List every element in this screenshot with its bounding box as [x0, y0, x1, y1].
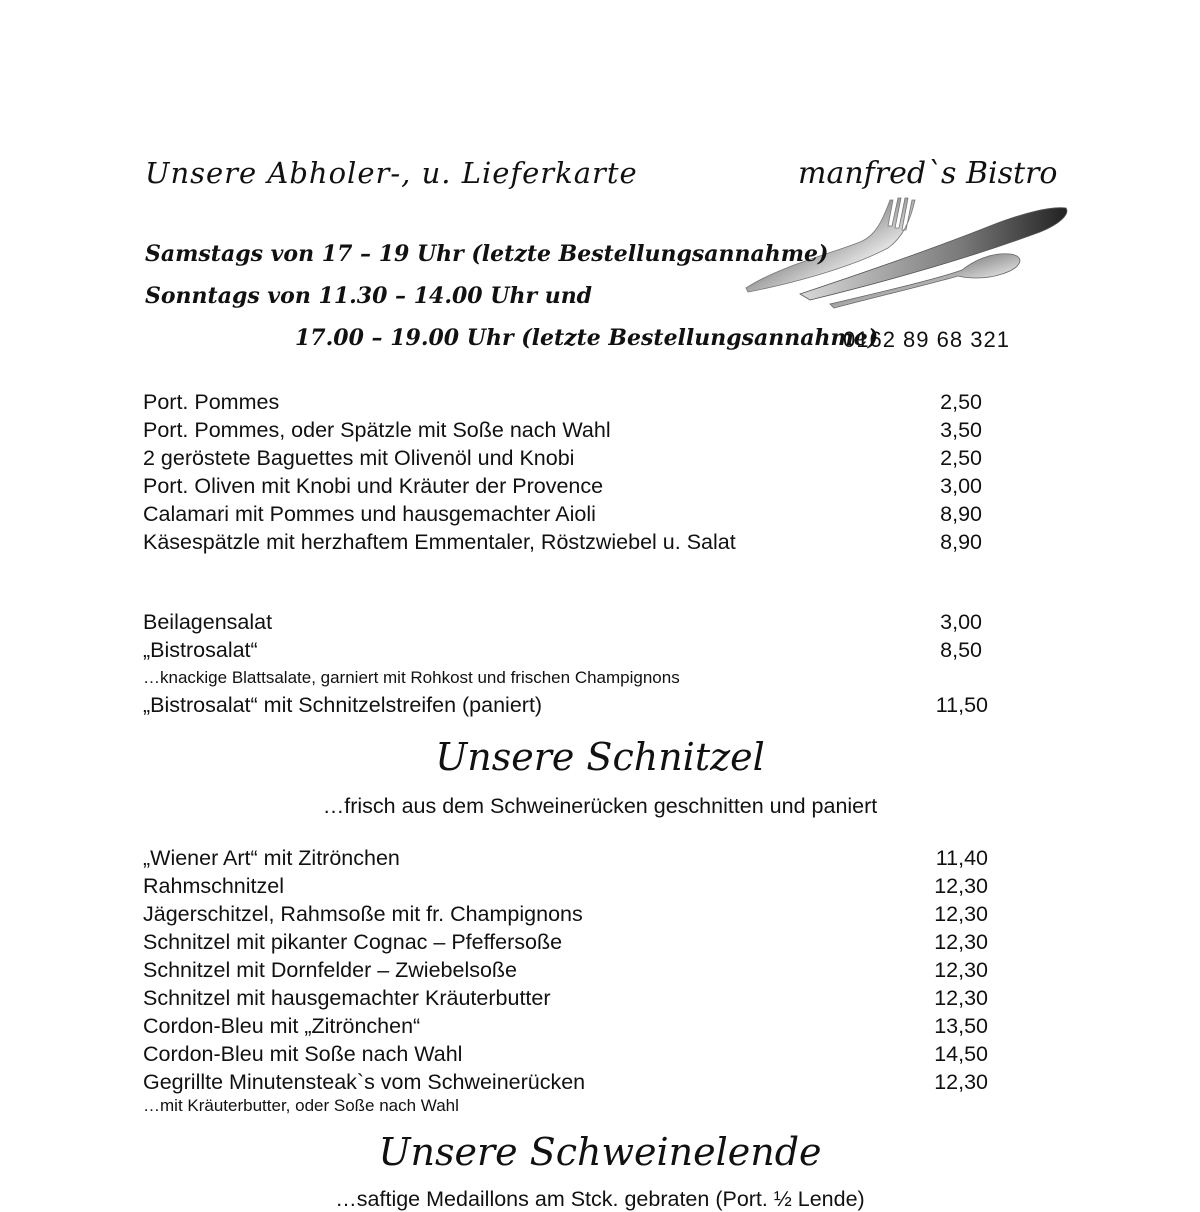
item-name: Schnitzel mit hausgemachter Kräuterbutter: [143, 986, 551, 1010]
item-price: 12,30: [934, 902, 988, 926]
item-name: Port. Oliven mit Knobi und Kräuter der Provence: [143, 474, 604, 498]
menu-item: [0, 930, 1200, 958]
section-heading-schweinelende: Unsere Schweinelende: [378, 1130, 822, 1174]
item-price: 13,50: [934, 1014, 988, 1038]
item-price: 12,30: [934, 1070, 988, 1094]
item-name: Cordon-Bleu mit Soße nach Wahl: [143, 1042, 463, 1066]
item-price: 8,90: [940, 530, 982, 554]
item-price: 11,40: [935, 846, 988, 870]
menu-item: [0, 1014, 1200, 1042]
menu-title: Unsere Abholer-, u. Lieferkarte: [145, 156, 638, 190]
menu-item: [0, 446, 1200, 474]
item-name: „Bistrosalat“ mit Schnitzelstreifen (paniert): [143, 693, 543, 717]
menu-item: [0, 610, 1200, 638]
menu-item: [0, 902, 1200, 930]
item-name: Jägerschitzel, Rahmsoße mit fr. Champignons: [143, 902, 583, 926]
item-name: „Wiener Art“ mit Zitrönchen: [143, 846, 400, 870]
item-name: 2 geröstete Baguettes mit Olivenöl und Knobi: [143, 446, 575, 470]
item-price: 8,90: [940, 502, 982, 526]
item-name: „Bistrosalat“: [143, 638, 258, 662]
hours-sunday: Sonntags von 11.30 – 14.00 Uhr und: [145, 283, 593, 309]
item-price: 3,50: [940, 418, 982, 442]
salad-description: …knackige Blattsalate, garniert mit Rohkost und frischen Champignons: [143, 668, 680, 687]
item-name: Port. Pommes: [143, 390, 280, 414]
hours-sunday-evening: 17.00 – 19.00 Uhr (letzte Bestellungsannahme): [295, 325, 879, 351]
bistro-name: manfred`s Bistro: [798, 156, 1058, 191]
menu-item: [0, 530, 1200, 558]
menu-item: [0, 986, 1200, 1014]
item-name: Calamari mit Pommes und hausgemachter Aioli: [143, 502, 596, 526]
phone-number: 0162 89 68 321: [843, 327, 1010, 352]
menu-item: [0, 958, 1200, 986]
item-price: 14,50: [934, 1042, 988, 1066]
menu-item: [0, 418, 1200, 446]
hours-saturday: Samstags von 17 – 19 Uhr (letzte Bestellungsannahme): [145, 241, 829, 267]
item-price: 11,50: [935, 693, 988, 717]
item-price: 3,00: [940, 474, 982, 498]
menu-item: [0, 474, 1200, 502]
menu-item: [0, 874, 1200, 902]
item-price: 3,00: [940, 610, 982, 634]
section-subtitle-schweinelende: …saftige Medaillons am Stck. gebraten (Port. ½ Lende): [335, 1187, 865, 1211]
item-name: Gegrillte Minutensteak`s vom Schweinerücken: [143, 1070, 586, 1094]
item-name: Käsespätzle mit herzhaftem Emmentaler, Röstzwiebel u. Salat: [143, 530, 736, 554]
item-name: Schnitzel mit pikanter Cognac – Pfeffersoße: [143, 930, 563, 954]
menu-item: [0, 390, 1200, 418]
menu-item: [0, 846, 1200, 874]
item-price: 12,30: [934, 958, 988, 982]
menu-item: [0, 502, 1200, 530]
item-name: Port. Pommes, oder Spätzle mit Soße nach Wahl: [143, 418, 611, 442]
item-price: 12,30: [934, 874, 988, 898]
item-price: 12,30: [934, 930, 988, 954]
item-name: Cordon-Bleu mit „Zitrönchen“: [143, 1014, 421, 1038]
item-name: Schnitzel mit Dornfelder – Zwiebelsoße: [143, 958, 518, 982]
menu-item: [0, 638, 1200, 666]
section-subtitle-schnitzel: …frisch aus dem Schweinerücken geschnitten und paniert: [322, 794, 878, 818]
item-price: 12,30: [934, 986, 988, 1010]
item-price: 2,50: [940, 390, 982, 414]
menu-item: [0, 1042, 1200, 1070]
item-price: 8,50: [940, 638, 982, 662]
menu-item: [0, 693, 1200, 721]
item-name: Rahmschnitzel: [143, 874, 284, 898]
menu-item: [0, 1070, 1200, 1098]
item-price: 2,50: [940, 446, 982, 470]
item-name: Beilagensalat: [143, 610, 273, 634]
minutensteak-note: …mit Kräuterbutter, oder Soße nach Wahl: [143, 1096, 459, 1115]
section-heading-schnitzel: Unsere Schnitzel: [435, 735, 765, 779]
